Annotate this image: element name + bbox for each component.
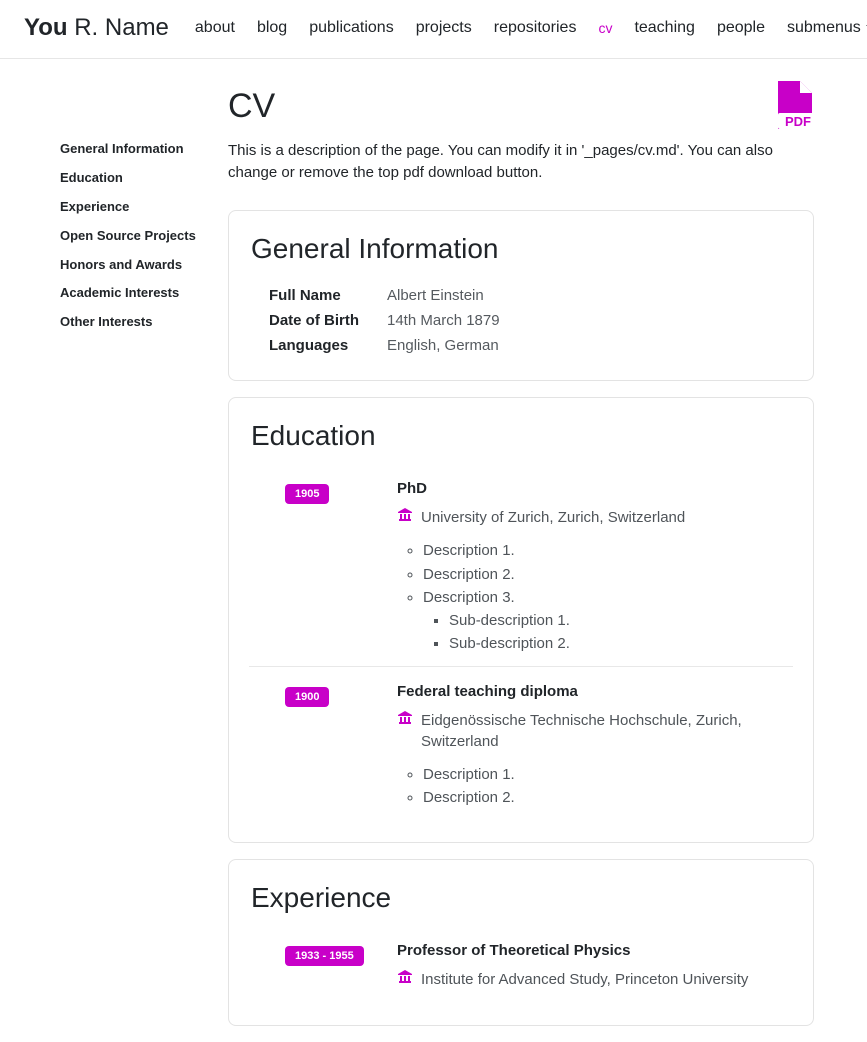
list-item: ◦ Description 1. bbox=[423, 763, 775, 786]
entry-organization-text: Institute for Advanced Study, Princeton University bbox=[421, 970, 749, 988]
info-label-date-of-birth: Date of Birth bbox=[269, 311, 359, 329]
card-title-education: Education bbox=[251, 419, 376, 451]
sidebar-item-honors-and-awards[interactable]: Honors and Awards bbox=[60, 256, 183, 272]
status-badge: 1933 - 1955 bbox=[285, 946, 364, 966]
entry-body bbox=[397, 683, 793, 816]
entry-organization bbox=[397, 969, 775, 992]
card-title-general-information: General Information bbox=[251, 232, 499, 264]
entry-date-wrapper bbox=[249, 480, 397, 662]
list-item: ◦ Description 2. bbox=[423, 563, 775, 586]
entry-organization bbox=[397, 507, 775, 530]
page-header bbox=[228, 87, 814, 184]
table-row bbox=[269, 308, 500, 333]
page-body bbox=[0, 59, 867, 1042]
status-badge: 1900 bbox=[285, 687, 329, 707]
sidebar-item-education[interactable]: Education bbox=[60, 169, 123, 185]
nav-link-cv[interactable]: cv bbox=[598, 20, 613, 36]
entry-body bbox=[397, 480, 793, 662]
sub-description-list bbox=[423, 609, 775, 656]
card-title-experience: Experience bbox=[251, 881, 392, 913]
list-item bbox=[249, 470, 793, 666]
entry-title: PhD bbox=[397, 479, 427, 497]
card-experience bbox=[228, 859, 814, 1027]
entry-body bbox=[397, 942, 793, 1000]
navbar bbox=[0, 0, 867, 59]
info-label-full-name: Full Name bbox=[269, 286, 341, 304]
info-label-languages: Languages bbox=[269, 336, 349, 354]
list-item: ▪ Sub-description 1. bbox=[449, 609, 775, 632]
nav-link-people[interactable]: people bbox=[716, 19, 765, 36]
info-value-date-of-birth: 14th March 1879 bbox=[387, 311, 500, 329]
nav-link-blog[interactable]: blog bbox=[256, 19, 288, 36]
pdf-download-icon[interactable] bbox=[772, 79, 818, 131]
bank-icon bbox=[397, 507, 413, 530]
brand-rest-text: R. Name bbox=[67, 14, 169, 41]
description-list bbox=[397, 539, 775, 655]
brand-strong-text: You bbox=[24, 14, 68, 41]
svg-text:PDF: PDF bbox=[785, 114, 811, 129]
nav-link-about[interactable]: about bbox=[194, 19, 235, 36]
nav-link-submenus[interactable]: submenus bbox=[787, 19, 867, 37]
entry-organization-text: University of Zurich, Zurich, Switzerland bbox=[421, 508, 686, 526]
list-item: ◦ Description 3. bbox=[423, 586, 775, 609]
general-information-table bbox=[269, 283, 500, 358]
page-description: This is a description of the page. You can modify it in '_pages/cv.md'. You can also change or remove the top pdf download button. bbox=[228, 142, 773, 181]
sidebar-item-academic-interests[interactable]: Academic Interests bbox=[60, 285, 180, 301]
list-item: ◦ Description 2. bbox=[423, 786, 775, 809]
sidebar-item-open-source-projects[interactable]: Open Source Projects bbox=[60, 227, 196, 243]
card-general-information bbox=[228, 210, 814, 381]
main-content bbox=[224, 87, 814, 1042]
nav-link-repositories[interactable]: repositories bbox=[493, 19, 577, 36]
bank-icon bbox=[397, 710, 413, 754]
sidebar-item-other-interests[interactable]: Other Interests bbox=[60, 314, 153, 330]
description-list bbox=[397, 763, 775, 810]
list-item: ▪ Sub-description 2. bbox=[449, 632, 775, 655]
nav-link-teaching[interactable]: teaching bbox=[634, 19, 695, 36]
list-item bbox=[249, 666, 793, 820]
entry-date-wrapper bbox=[249, 942, 397, 1000]
list-item: ◦ Description 1. bbox=[423, 539, 775, 562]
nav-links bbox=[195, 19, 867, 37]
entry-title: Federal teaching diploma bbox=[397, 682, 578, 700]
page-title: CV bbox=[228, 87, 276, 125]
nav-link-projects[interactable]: projects bbox=[415, 19, 472, 36]
status-badge: 1905 bbox=[285, 484, 329, 504]
sidebar-item-general-information[interactable]: General Information bbox=[60, 141, 184, 156]
card-education bbox=[228, 397, 814, 843]
info-value-languages: English, German bbox=[387, 336, 499, 354]
nav-link-publications[interactable]: publications bbox=[309, 19, 394, 36]
sidebar-item-experience[interactable]: Experience bbox=[60, 198, 130, 214]
entry-title: Professor of Theoretical Physics bbox=[397, 941, 631, 959]
site-brand[interactable] bbox=[24, 14, 169, 42]
entry-organization bbox=[397, 710, 775, 754]
info-value-full-name: Albert Einstein bbox=[387, 286, 484, 304]
table-row bbox=[269, 283, 500, 308]
table-row bbox=[269, 333, 500, 358]
entry-date-wrapper bbox=[249, 683, 397, 816]
bank-icon bbox=[397, 969, 413, 992]
list-item bbox=[249, 932, 793, 1004]
toc-sidebar bbox=[24, 87, 224, 1042]
entry-organization-text: Eidgenössische Technische Hochschule, Zurich, Switzerland bbox=[421, 711, 742, 751]
